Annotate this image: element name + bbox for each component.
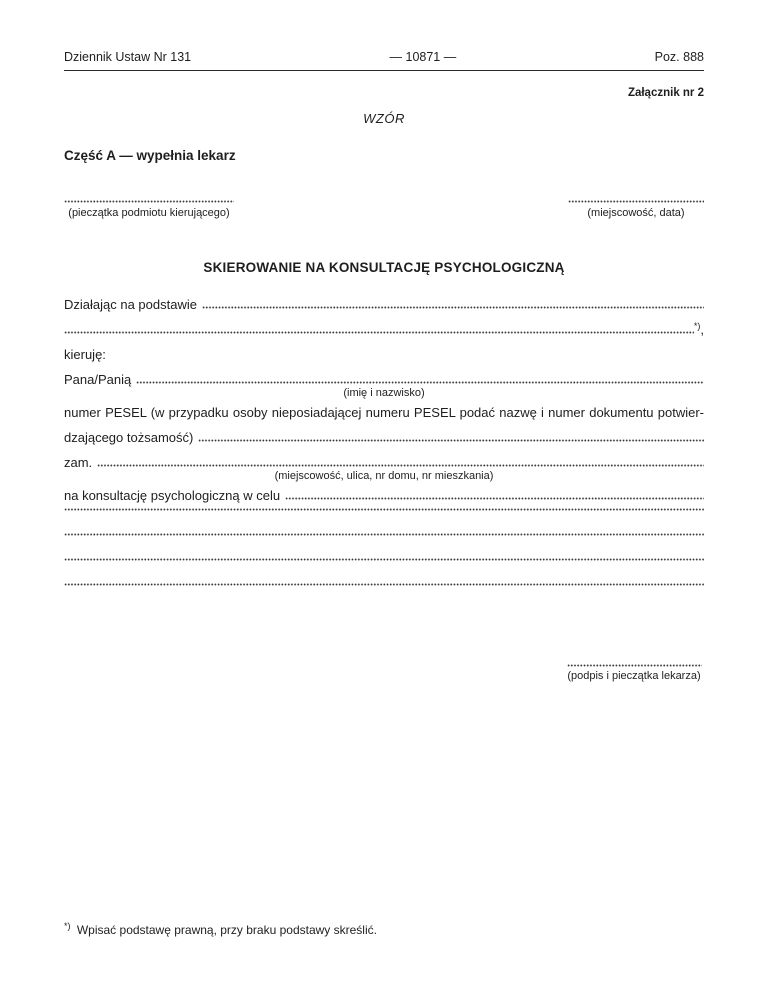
person-caption: (imię i nazwisko) [343, 387, 425, 399]
purpose-field [285, 497, 704, 500]
journal-title: Dziennik Ustaw Nr 131 [64, 50, 192, 64]
person-field [136, 381, 704, 384]
purpose-blank-line-4 [64, 558, 704, 583]
signature-block [564, 664, 704, 682]
header-rule [64, 70, 704, 71]
page-header [64, 50, 704, 64]
template-label: WZÓR [363, 111, 405, 126]
purpose-blank-line-3 [64, 533, 704, 558]
basis-comma: , [700, 322, 704, 337]
pesel-field [198, 439, 704, 442]
form-title: SKIEROWANIE NA KONSULTACJĘ PSYCHOLOGICZNĄ [203, 260, 565, 275]
footnote-marker-bottom: *) [64, 921, 71, 931]
pesel-text-line-2: dzającego tożsamość) [64, 430, 194, 445]
stamp-field [64, 200, 234, 203]
page-number: — 10871 — [389, 50, 457, 64]
basis-line-1 [64, 292, 704, 317]
basis-line-2: *) , [64, 317, 704, 342]
attachment-label: Załącznik nr 2 [627, 87, 704, 99]
footnote [64, 923, 377, 937]
signature-field [567, 664, 702, 667]
purpose-field-line-2 [64, 508, 704, 511]
residence-field [97, 464, 704, 467]
pesel-text-line-1: numer PESEL (w przypadku osoby nieposiadającej numeru PESEL podać nazwę i numer dokumentu potwier- [64, 405, 704, 420]
footnote-text: Wpisać podstawę prawną, przy braku podstawy skreślić. [76, 923, 377, 937]
stamp-caption: (pieczątka podmiotu kierującego) [68, 207, 230, 219]
place-date-caption: (miejscowość, data) [587, 207, 685, 219]
form-body [64, 292, 704, 608]
pesel-line-2 [64, 425, 704, 450]
stamp-row [64, 200, 704, 219]
purpose-blank-line-5 [64, 583, 704, 608]
basis-label: Działając na podstawie [64, 297, 197, 312]
purpose-label: na konsultację psychologiczną w celu [64, 488, 281, 503]
residence-label: zam. [64, 455, 93, 470]
signature-caption: (podpis i pieczątka lekarza) [567, 670, 701, 682]
stamp-block [64, 200, 234, 219]
purpose-blank-line-2 [64, 508, 704, 533]
purpose-field-line-5 [64, 583, 704, 586]
purpose-line [64, 483, 704, 508]
purpose-field-line-4 [64, 558, 704, 561]
basis-field-line-1 [202, 306, 704, 309]
section-a-heading: Część A — wypełnia lekarz [64, 148, 236, 163]
purpose-field-line-3 [64, 533, 704, 536]
residence-caption: (miejscowość, ulica, nr domu, nr mieszkania) [274, 470, 494, 482]
basis-field-line-2 [64, 331, 694, 334]
position-number: Poz. 888 [654, 50, 704, 64]
place-date-block [568, 200, 704, 219]
place-date-field [568, 200, 704, 203]
refer-label: kieruję: [64, 347, 106, 362]
person-label: Pana/Panią [64, 372, 132, 387]
